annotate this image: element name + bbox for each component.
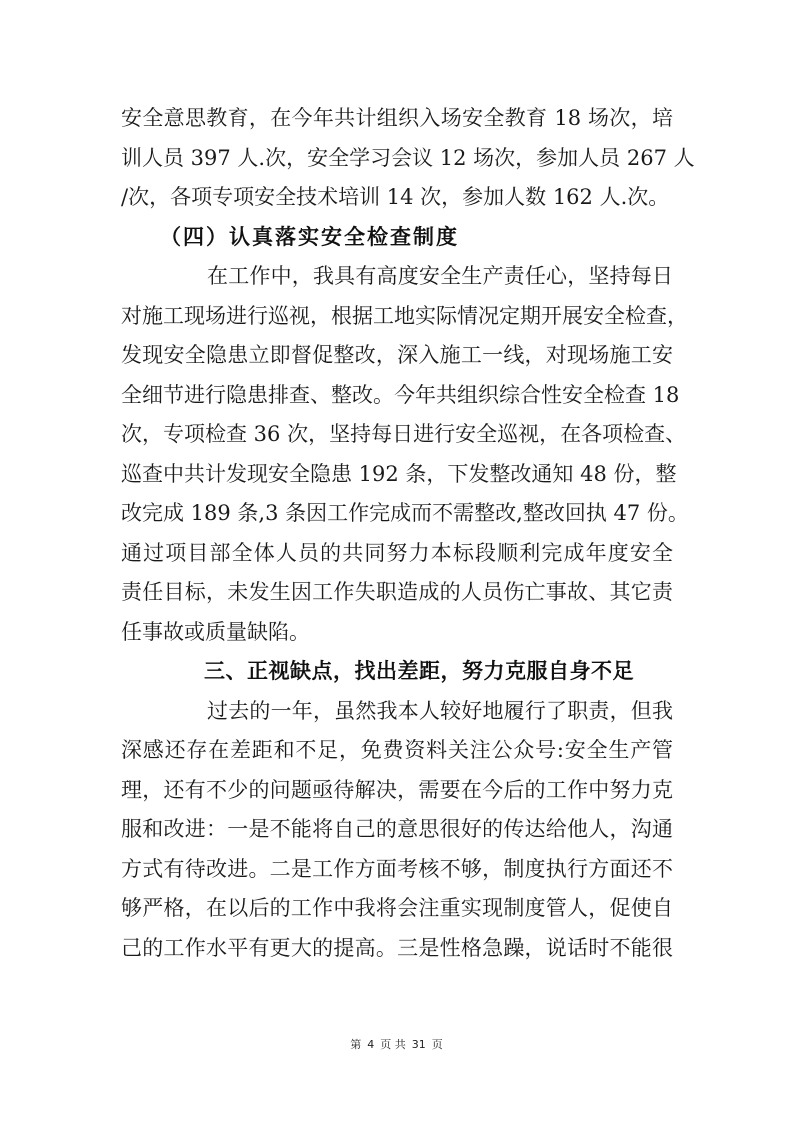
paragraph-line: 在工作中，我具有高度安全生产责任心，坚持每日 (207, 264, 673, 288)
paragraph-line: 深感还存在差距和不足，免费资料关注公众号:安全生产管 (121, 738, 673, 762)
paragraph-line: 己的工作水平有更大的提高。三是性格急躁，说话时不能很 (121, 936, 673, 960)
paragraph-line: 通过项目部全体人员的共同努力本标段顺利完成年度安全 (121, 541, 673, 565)
paragraph-line: 训人员 397 人.次，安全学习会议 12 场次，参加人员 267 人 (121, 146, 695, 170)
current-page-number: 4 (367, 1038, 375, 1051)
paragraph-line: /次，各项专项安全技术培训 14 次，参加人数 162 人.次。 (121, 185, 670, 209)
footer-prefix: 第 (350, 1038, 362, 1051)
paragraph-line: 全细节进行隐患排查、整改。今年共组织综合性安全检查 18 (121, 383, 680, 407)
paragraph-line: 对施工现场进行巡视，根据工地实际情况定期开展安全检查， (121, 304, 688, 328)
paragraph-line: 巡查中共计发现安全隐患 192 条，下发整改通知 48 份，整 (121, 462, 677, 486)
section-heading-3: 三、正视缺点，找出差距，努力克服自身不足 (204, 659, 634, 683)
total-page-count: 31 (411, 1038, 426, 1051)
paragraph-line: 过去的一年，虽然我本人较好地履行了职责，但我 (207, 699, 673, 723)
paragraph-line: 发现安全隐患立即督促整改，深入施工一线，对现场施工安 (121, 343, 673, 367)
paragraph-line: 服和改进：一是不能将自己的意思很好的传达给他人，沟通 (121, 817, 673, 841)
paragraph-line: 够严格，在以后的工作中我将会注重实现制度管人，促使自 (121, 896, 673, 920)
paragraph-line: 理，还有不少的问题亟待解决，需要在今后的工作中努力克 (121, 778, 673, 802)
paragraph-line: 方式有待改进。二是工作方面考核不够，制度执行方面还不 (121, 857, 673, 881)
paragraph-line: 安全意思教育，在今年共计组织入场安全教育 18 场次，培 (121, 106, 673, 130)
paragraph-line: 任事故或质量缺陷。 (121, 620, 310, 644)
paragraph-line: 改完成 189 条,3 条因工作完成而不需整改,整改回执 47 份。 (121, 501, 689, 525)
footer-middle: 页 共 (380, 1038, 406, 1051)
section-heading-4: （四）认真落实安全检查制度 (160, 225, 459, 249)
paragraph-line: 次，专项检查 36 次，坚持每日进行安全巡视，在各项检查、 (121, 422, 687, 446)
footer-suffix: 页 (431, 1038, 443, 1051)
page-footer (0, 1038, 793, 1052)
paragraph-line: 责任目标，未发生因工作失职造成的人员伤亡事故、其它责 (121, 580, 673, 604)
